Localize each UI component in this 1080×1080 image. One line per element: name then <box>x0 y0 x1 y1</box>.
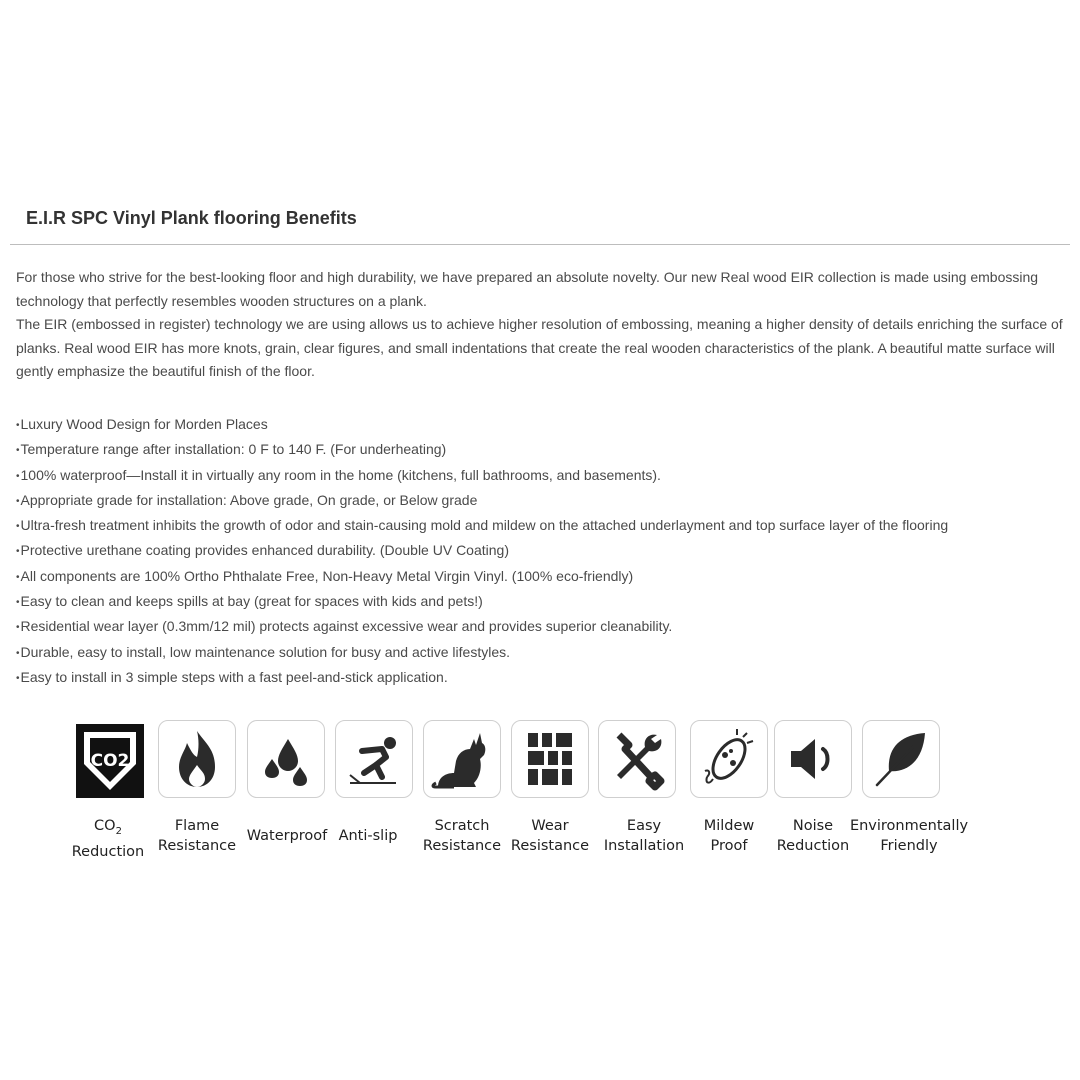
page-title: E.I.R SPC Vinyl Plank flooring Benefits <box>26 208 357 228</box>
bacteria-icon <box>690 720 768 798</box>
benefit-item: • All components are 100% Ortho Phthalate Free, Non-Heavy Metal Virgin Vinyl. (100% eco-friendly) <box>16 565 1068 590</box>
benefit-item: • Easy to clean and keeps spills at bay (great for spaces with kids and pets!) <box>16 590 1068 615</box>
speaker-icon <box>774 720 852 798</box>
benefit-item: • 100% waterproof—Install it in virtually any room in the home (kitchens, full bathrooms, and basements). <box>16 464 1068 489</box>
intro-paragraph: The EIR (embossed in register) technology we are using allows us to achieve higher resolution of embossing, meaning a higher density of details enriching the surface of planks. Real wood EIR has more knots, grain, clear figures, and small indentations that create the real wooden characteristics of the plank. A beautiful matte surface will gently emphasize the beautiful finish of the floor. <box>16 316 1063 379</box>
feature-label-line2: Reduction <box>776 838 850 854</box>
co2-subscript: 2 <box>115 825 122 837</box>
feature-label-line2: Reduction <box>71 843 145 860</box>
divider <box>10 244 1070 245</box>
benefit-item: • Ultra-fresh treatment inhibits the growth of odor and stain-causing mold and mildew on the attached underlayment and top surface layer of the flooring <box>16 514 1068 539</box>
co2-reduction-icon <box>76 724 144 798</box>
benefit-item: • Protective urethane coating provides enhanced durability. (Double UV Coating) <box>16 539 1068 564</box>
benefit-item: • Residential wear layer (0.3mm/12 mil) protects against excessive wear and provides superior cleanability. <box>16 615 1068 640</box>
feature-label-line1: Easy <box>626 818 662 834</box>
feature-label-line2: Friendly <box>880 838 938 854</box>
feature-label-line1: Noise <box>792 818 834 834</box>
cat-scratch-icon <box>423 720 501 798</box>
feature-label-line1: Environmentally <box>849 818 969 834</box>
feature-label-line1: Waterproof <box>246 828 328 844</box>
feature-label-line1: Wear <box>531 818 569 834</box>
feature-label-line2: Installation <box>603 838 685 854</box>
benefit-item: • Easy to install in 3 simple steps with a fast peel-and-stick application. <box>16 666 1068 691</box>
benefits-list <box>16 413 1068 691</box>
leaf-icon <box>862 720 940 798</box>
flame-icon <box>158 720 236 798</box>
feature-label-line1: Mildew <box>703 818 755 834</box>
intro-paragraph: For those who strive for the best-looking floor and high durability, we have prepared an absolute novelty. Our new Real wood EIR collection is made using embossing technology that perfectly resembles wooden structures on a plank. <box>16 269 1039 309</box>
feature-label-line1: CO <box>94 818 116 834</box>
brick-wall-icon <box>511 720 589 798</box>
feature-label-line1: Anti-slip <box>338 828 398 844</box>
benefit-item: • Appropriate grade for installation: Above grade, On grade, or Below grade <box>16 489 1068 514</box>
feature-label-line1: Flame <box>174 818 220 834</box>
feature-label-line2: Proof <box>710 838 748 854</box>
water-drops-icon <box>247 720 325 798</box>
feature-label-line2: Resistance <box>422 838 502 854</box>
feature-label-line1: Scratch <box>434 818 490 834</box>
benefit-item: • Luxury Wood Design for Morden Places <box>16 413 1068 438</box>
anti-slip-skater-icon <box>335 720 413 798</box>
benefit-item: • Temperature range after installation: 0 F to 140 F. (For underheating) <box>16 438 1068 463</box>
feature-label-line2: Resistance <box>157 838 237 854</box>
intro-text <box>16 266 1068 384</box>
feature-label-line2: Resistance <box>510 838 590 854</box>
tools-icon <box>598 720 676 798</box>
feature-label <box>849 816 969 856</box>
co2-badge-text: CO2 <box>90 751 130 771</box>
benefit-item: • Durable, easy to install, low maintenance solution for busy and active lifestyles. <box>16 641 1068 666</box>
